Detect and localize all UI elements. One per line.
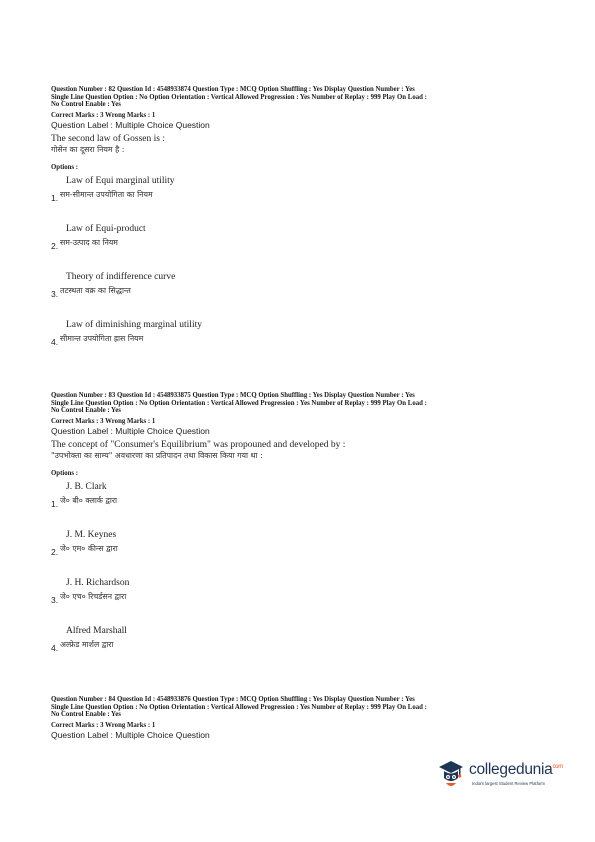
option-text-hindi: सीमान्त उपयोगिता ह्रास नियम <box>60 333 144 343</box>
option-text-english: Theory of indifference curve <box>66 271 176 282</box>
option-number: 1. <box>51 498 59 509</box>
meta-line: Question Number : 84 Question Id : 4548933876 Question Type : MCQ Option Shuffling : Yes Display Question Number : Yes <box>51 696 415 703</box>
option-item[interactable] <box>51 171 551 219</box>
option-item[interactable] <box>51 315 551 363</box>
meta-line: Question Number : 83 Question Id : 4548933875 Question Type : MCQ Option Shuffling : Yes Display Question Number : Yes <box>51 392 415 399</box>
option-number: 4. <box>51 336 59 347</box>
question-text-hindi: "उपभोक्ता का साम्य" अवधारणा का प्रतिपादन तथा विकास किया गया था : <box>51 450 263 460</box>
logo-wordmark: collegedunia$^{com}$ <box>469 761 563 778</box>
question-label: Question Label : Multiple Choice Question <box>51 119 210 130</box>
option-text-hindi: अल्फ्रेड मार्शल द्वारा <box>60 639 114 649</box>
option-number: 3. <box>51 288 59 299</box>
option-item[interactable] <box>51 219 551 267</box>
meta-line: No Control Enable : Yes <box>51 711 121 719</box>
logo-tagline: India's largest Student Review Platform <box>472 781 545 786</box>
marks-line: Correct Marks : 3 Wrong Marks : 1 <box>51 721 156 729</box>
option-number: 4. <box>51 642 59 653</box>
option-item[interactable] <box>51 525 551 573</box>
question-meta <box>51 696 551 719</box>
option-text-english: Alfred Marshall <box>66 625 127 636</box>
meta-line: No Control Enable : Yes <box>51 407 121 415</box>
meta-line: Single Line Question Option : No Option Orientation : Vertical Allowed Progression : Yes Number of Replay : 999 Play On Load : <box>51 399 427 407</box>
graduate-mascot-icon <box>437 758 465 790</box>
meta-line: Question Number : 82 Question Id : 4548933874 Question Type : MCQ Option Shuffling : Yes Display Question Number : Yes <box>51 86 415 93</box>
option-text-hindi: सम-उत्पाद का नियम <box>60 237 118 247</box>
question-block-83 <box>51 392 551 669</box>
option-text-hindi: जे० एच० रिचर्डसन द्वारा <box>60 591 127 601</box>
option-item[interactable] <box>51 477 551 525</box>
option-text-english: Law of diminishing marginal utility <box>66 319 202 330</box>
marks-line: Correct Marks : 3 Wrong Marks : 1 <box>51 111 156 119</box>
question-block-82 <box>51 86 551 363</box>
option-item[interactable] <box>51 573 551 621</box>
option-text-hindi: जे० बी० क्लार्क द्वारा <box>60 495 118 505</box>
option-text-english: J. B. Clark <box>66 481 107 492</box>
question-text-hindi: गोसेन का दूसरा नियम है : <box>51 144 125 154</box>
option-number: 3. <box>51 594 59 605</box>
logo-name-text: collegedunia <box>469 761 553 778</box>
option-text-english: J. H. Richardson <box>66 577 130 588</box>
meta-line: No Control Enable : Yes <box>51 101 121 109</box>
collegedunia-logo <box>437 756 563 796</box>
option-number: 2. <box>51 546 59 557</box>
options-heading: Options : <box>51 163 79 171</box>
option-number: 2. <box>51 240 59 251</box>
option-text-english: Law of Equi-product <box>66 223 146 234</box>
option-item[interactable] <box>51 621 551 669</box>
meta-line: Single Line Question Option : No Option Orientation : Vertical Allowed Progression : Yes Number of Replay : 999 Play On Load : <box>51 93 427 101</box>
question-text-english: The second law of Gossen is : <box>51 133 165 144</box>
question-meta <box>51 86 551 109</box>
question-label: Question Label : Multiple Choice Question <box>51 729 210 740</box>
option-text-english: Law of Equi marginal utility <box>66 175 175 186</box>
option-text-hindi: जे० एम० कीन्स द्वारा <box>60 543 118 553</box>
question-block-84 <box>51 696 551 740</box>
option-text-english: J. M. Keynes <box>66 529 117 540</box>
question-label: Question Label : Multiple Choice Question <box>51 425 210 436</box>
question-meta <box>51 392 551 415</box>
option-text-hindi: सम-सीमान्त उपयोगिता का नियम <box>60 189 153 199</box>
option-item[interactable] <box>51 267 551 315</box>
options-heading: Options : <box>51 469 79 477</box>
option-text-hindi: तटस्थता वक्र का सिद्धान्त <box>60 285 131 295</box>
marks-line: Correct Marks : 3 Wrong Marks : 1 <box>51 417 156 425</box>
option-number: 1. <box>51 192 59 203</box>
question-text-english: The concept of "Consumer's Equilibrium" was propouned and developed by : <box>51 439 346 450</box>
meta-line: Single Line Question Option : No Option Orientation : Vertical Allowed Progression : Yes Number of Replay : 999 Play On Load : <box>51 703 427 711</box>
